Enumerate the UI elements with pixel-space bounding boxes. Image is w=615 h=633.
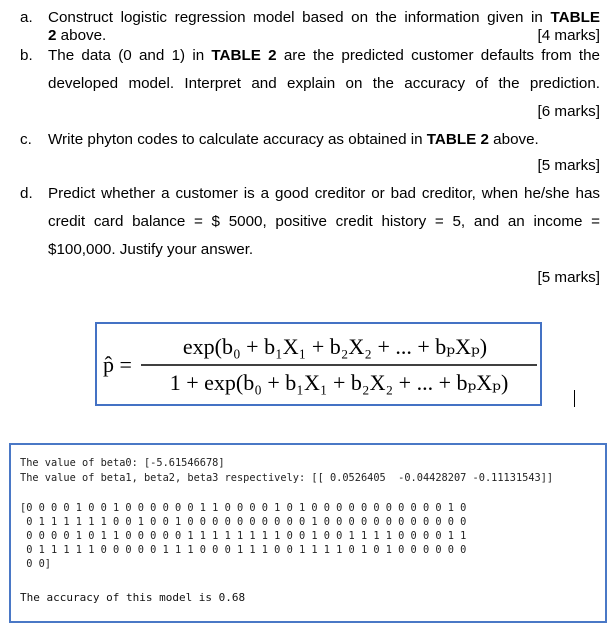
text-run: The data (0 and 1) in xyxy=(48,47,212,64)
question-text-line xyxy=(48,26,106,46)
formula-lhs: p̂ = xyxy=(103,352,132,377)
formula-svg xyxy=(97,324,540,404)
text-run: Construct logistic regression model based on the information given in xyxy=(48,9,551,26)
text-run: Predict whether a customer is a good creditor or bad creditor, when he/she has xyxy=(48,185,600,202)
text-run: developed model. Interpret and explain on the accuracy of the prediction. xyxy=(48,75,600,92)
formula-denominator: 1 + exp(b₀ + b₁X₁ + b₂X₂ + ... + bₚXₚ) xyxy=(169,370,509,395)
question-text-line xyxy=(48,130,539,150)
prediction-row: 0 0 0 0 1 0 1 1 0 0 0 0 0 1 1 1 1 1 1 1 1 0 0 1 0 0 1 1 1 1 0 0 0 0 1 1 xyxy=(20,530,467,542)
betas-line: The value of beta1, beta2, beta3 respectively: [[ 0.0526405 -0.04428207 -0.11131543]] xyxy=(20,472,554,484)
text-run: are the predicted customer defaults from the xyxy=(276,47,600,64)
question-text-line xyxy=(48,8,600,28)
question-label: d. xyxy=(20,185,33,202)
marks-label: [4 marks] xyxy=(537,27,600,44)
prediction-row: [0 0 0 0 1 0 0 1 0 0 0 0 0 0 1 1 0 0 0 0 1 0 1 0 0 0 0 0 0 0 0 0 0 0 1 0 xyxy=(20,502,467,514)
marks-label: [5 marks] xyxy=(537,269,600,286)
question-b xyxy=(20,46,600,126)
marks-label: [5 marks] xyxy=(537,157,600,174)
beta0-line: The value of beta0: [-5.61546678] xyxy=(20,457,225,469)
text-cursor xyxy=(574,390,575,407)
prediction-row: 0 1 1 1 1 1 1 0 0 1 0 0 1 0 0 0 0 0 0 0 0 0 0 1 0 0 0 0 0 0 0 0 0 0 0 0 xyxy=(20,516,467,528)
question-label: b. xyxy=(20,47,33,64)
question-c xyxy=(20,130,600,180)
question-a xyxy=(20,8,600,48)
question-text-line xyxy=(48,46,600,66)
question-label: a. xyxy=(20,9,33,26)
question-text-line xyxy=(48,240,253,260)
bold-text: 2 xyxy=(48,27,57,44)
accuracy-line: The accuracy of this model is 0.68 xyxy=(20,591,246,604)
text-run: above. xyxy=(56,27,107,44)
text-run: Write phyton codes to calculate accuracy as obtained in xyxy=(48,131,427,148)
question-text-line xyxy=(48,212,600,232)
text-run: above. xyxy=(488,131,539,148)
bold-text: TABLE xyxy=(550,9,600,26)
prediction-row: 0 1 1 1 1 1 0 0 0 0 0 1 1 1 0 0 0 1 1 1 0 0 1 1 1 1 0 1 0 1 0 0 0 0 0 0 xyxy=(20,544,467,556)
logistic-formula xyxy=(95,322,542,406)
prediction-row: 0 0] xyxy=(20,558,51,570)
bold-text: TABLE 2 xyxy=(426,131,489,148)
question-text-line xyxy=(48,184,600,204)
console-output xyxy=(9,443,607,623)
formula-numerator: exp(b₀ + b₁X₁ + b₂X₂ + ... + bₚXₚ) xyxy=(182,334,488,359)
marks-label: [6 marks] xyxy=(537,103,600,120)
text-run: $100,000. Justify your answer. xyxy=(48,241,254,258)
bold-text: TABLE 2 xyxy=(211,47,277,64)
question-label: c. xyxy=(20,131,32,148)
question-d xyxy=(20,184,600,294)
question-text-line xyxy=(48,74,600,94)
text-run: credit card balance = $ 5000, positive credit history = 5, and an income = xyxy=(48,213,600,230)
